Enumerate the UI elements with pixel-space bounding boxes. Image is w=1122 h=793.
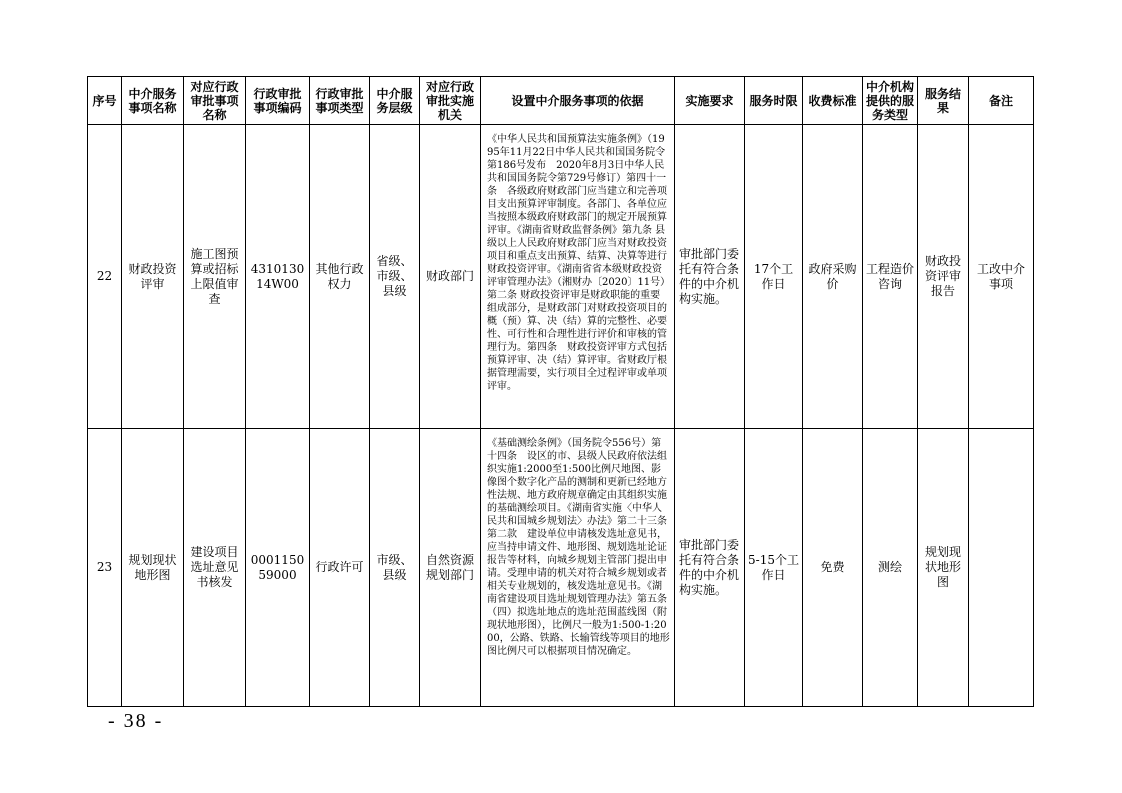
cell-requirement: 审批部门委托有符合条件的中介机构实施。: [675, 125, 745, 429]
cell-service-type: 测绘: [863, 429, 918, 707]
header-approval-code: 行政审批事项编码: [246, 77, 310, 125]
cell-service-name: 规划现状地形图: [122, 429, 184, 707]
header-result: 服务结果: [918, 77, 969, 125]
cell-approval-code: 431013014W00: [246, 125, 310, 429]
cell-authority: 自然资源规划部门: [420, 429, 481, 707]
header-basis: 设置中介服务事项的依据: [481, 77, 675, 125]
cell-result: 规划现状地形图: [918, 429, 969, 707]
cell-approval-name: 建设项目选址意见书核发: [184, 429, 246, 707]
cell-fee: 政府采购价: [803, 125, 863, 429]
intermediary-services-table: [87, 76, 1034, 707]
cell-basis: 《中华人民共和国预算法实施条例》（1995年11月22日中华人民共和国国务院令第186号发布 2020年8月3日中华人民共和国国务院令第729号修订）第四十一条 各级政府财政部门应当建立和完善项目支出预算评审制度。各部门、各单位应当按照本级政府财政部门的规定开展预算评审。《湖南省财政监督条例》第九条 县级以上人民政府财政部门应当对财政投资项目和重点支出预算、结算、决算等进行财政投资评审。《湖南省省本级财政投资评审管理办法》（湘财办〔2020〕11号）第二条 财政投资评审是财政职能的重要组成部分，是财政部门对财政投资项目的概（预）算、决（结）算的完整性、必要性、可行性和合理性进行评价和审核的管理行为。第四条 财政投资评审方式包括预算评审、决（结）算评审。省财政厅根据管理需要，实行项目全过程评审或单项评审。: [481, 125, 675, 429]
cell-time-limit: 5-15个工作日: [745, 429, 803, 707]
cell-remark: 工改中介事项: [969, 125, 1034, 429]
header-service-level: 中介服务层级: [370, 77, 420, 125]
cell-service-level: 市级、县级: [370, 429, 420, 707]
cell-no: 22: [88, 125, 122, 429]
header-requirement: 实施要求: [675, 77, 745, 125]
header-service-type: 中介机构提供的服务类型: [863, 77, 918, 125]
table-row: [88, 429, 1034, 707]
cell-service-name: 财政投资评审: [122, 125, 184, 429]
table-row: [88, 125, 1034, 429]
cell-no: 23: [88, 429, 122, 707]
cell-approval-name: 施工图预算或招标上限值审查: [184, 125, 246, 429]
cell-time-limit: 17个工作日: [745, 125, 803, 429]
cell-remark: [969, 429, 1034, 707]
header-authority: 对应行政审批实施机关: [420, 77, 481, 125]
cell-service-type: 工程造价咨询: [863, 125, 918, 429]
page-number: - 38 -: [108, 710, 164, 732]
header-remark: 备注: [969, 77, 1034, 125]
header-service-name: 中介服务事项名称: [122, 77, 184, 125]
cell-fee: 免费: [803, 429, 863, 707]
table-header-row: [88, 77, 1034, 125]
header-fee: 收费标准: [803, 77, 863, 125]
cell-approval-type: 其他行政权力: [310, 125, 370, 429]
header-time-limit: 服务时限: [745, 77, 803, 125]
cell-approval-code: 000115059000: [246, 429, 310, 707]
cell-requirement: 审批部门委托有符合条件的中介机构实施。: [675, 429, 745, 707]
cell-authority: 财政部门: [420, 125, 481, 429]
header-no: 序号: [88, 77, 122, 125]
cell-service-level: 省级、市级、县级: [370, 125, 420, 429]
header-approval-type: 行政审批事项类型: [310, 77, 370, 125]
cell-approval-type: 行政许可: [310, 429, 370, 707]
cell-result: 财政投资评审报告: [918, 125, 969, 429]
header-approval-name: 对应行政审批事项名称: [184, 77, 246, 125]
cell-basis: 《基础测绘条例》（国务院令556号）第十四条 设区的市、县级人民政府依法组织实施1:2000至1:500比例尺地图、影像图个数字化产品的测制和更新已经地方性法规、地方政府规章确定由其组织实施的基础测绘项目。《湖南省实施〈中华人民共和国城乡规划法〉办法》第二十三条第二款 建设单位申请核发选址意见书，应当持申请文件、地形图、规划选址论证报告等材料，向城乡规划主管部门提出申请。受理申请的机关对符合城乡规划或者相关专业规划的，核发选址意见书。《湖南省建设项目选址规划管理办法》第五条 （四）拟选址地点的选址范围蓝线图（附现状地形图），比例尺一般为1:500-1:2000，公路、铁路、长输管线等项目的地形图比例尺可以根据项目情况确定。: [481, 429, 675, 707]
